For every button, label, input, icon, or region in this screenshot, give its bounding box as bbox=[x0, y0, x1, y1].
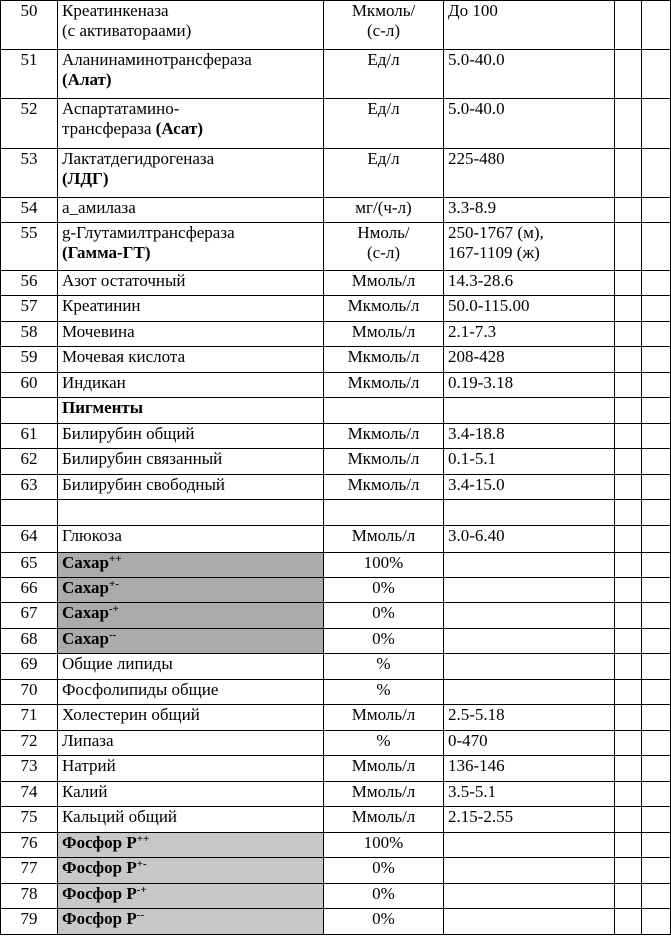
empty-cell bbox=[615, 198, 642, 223]
parameter-name: Аспартатамино- трансфераза (Асат) bbox=[58, 99, 324, 149]
parameter-name: Калий bbox=[58, 782, 324, 807]
table-row bbox=[1, 223, 671, 271]
parameter-name: Креатинин bbox=[58, 296, 324, 322]
empty-cell bbox=[615, 884, 642, 909]
parameter-name: Фосфор Р++ bbox=[58, 833, 324, 858]
row-number: 66 bbox=[1, 578, 58, 603]
empty-cell bbox=[642, 603, 671, 629]
row-number: 71 bbox=[1, 705, 58, 731]
empty-cell bbox=[642, 475, 671, 500]
row-number: 50 bbox=[1, 1, 58, 50]
table-row bbox=[1, 1, 671, 50]
empty-cell bbox=[642, 705, 671, 731]
empty-cell bbox=[615, 149, 642, 198]
parameter-name: Билирубин связанный bbox=[58, 449, 324, 475]
reference-range: 3.4-15.0 bbox=[444, 475, 615, 500]
empty-cell bbox=[615, 99, 642, 149]
empty-cell bbox=[615, 629, 642, 654]
reference-range: 50.0-115.00 bbox=[444, 296, 615, 322]
empty-cell bbox=[615, 322, 642, 347]
unit: % bbox=[324, 654, 444, 680]
table-row bbox=[1, 782, 671, 807]
empty-cell bbox=[642, 680, 671, 705]
empty-cell bbox=[444, 833, 615, 858]
table-row bbox=[1, 654, 671, 680]
empty-cell bbox=[642, 731, 671, 756]
empty-cell bbox=[444, 884, 615, 909]
empty-cell bbox=[615, 475, 642, 500]
empty-cell bbox=[615, 578, 642, 603]
empty-cell bbox=[615, 449, 642, 475]
empty-cell bbox=[444, 500, 615, 526]
empty-cell bbox=[642, 373, 671, 398]
empty-cell bbox=[615, 654, 642, 680]
empty-cell bbox=[615, 1, 642, 50]
unit: 0% bbox=[324, 629, 444, 654]
row-number: 53 bbox=[1, 149, 58, 198]
parameter-name: Фосфолипиды общие bbox=[58, 680, 324, 705]
reference-range: 5.0-40.0 bbox=[444, 50, 615, 99]
unit: 100% bbox=[324, 833, 444, 858]
empty-cell bbox=[615, 807, 642, 833]
table-row bbox=[1, 705, 671, 731]
row-number: 72 bbox=[1, 731, 58, 756]
parameter-name: Билирубин общий bbox=[58, 424, 324, 449]
empty-cell bbox=[642, 149, 671, 198]
parameter-name: Фосфор Р-- bbox=[58, 909, 324, 935]
parameter-name: Сахар++ bbox=[58, 553, 324, 578]
empty-cell bbox=[642, 858, 671, 884]
parameter-name: а_амилаза bbox=[58, 198, 324, 223]
unit: Мкмоль/ (с-л) bbox=[324, 1, 444, 50]
row-number: 77 bbox=[1, 858, 58, 884]
parameter-name: Липаза bbox=[58, 731, 324, 756]
row-number: 57 bbox=[1, 296, 58, 322]
empty-cell bbox=[615, 680, 642, 705]
unit: Ед/л bbox=[324, 99, 444, 149]
parameter-name: Кальций общий bbox=[58, 807, 324, 833]
empty-cell bbox=[642, 347, 671, 373]
parameter-name: Общие липиды bbox=[58, 654, 324, 680]
table-row bbox=[1, 756, 671, 782]
table-row bbox=[1, 99, 671, 149]
section-row-pigments bbox=[1, 398, 671, 424]
unit: % bbox=[324, 680, 444, 705]
parameter-name: Фосфор Р-+ bbox=[58, 884, 324, 909]
unit: мг/(ч-л) bbox=[324, 198, 444, 223]
row-number: 52 bbox=[1, 99, 58, 149]
empty-cell bbox=[1, 398, 58, 424]
reference-range: 3.5-5.1 bbox=[444, 782, 615, 807]
unit: Ммоль/л bbox=[324, 271, 444, 296]
table-row bbox=[1, 578, 671, 603]
table-row bbox=[1, 680, 671, 705]
table-row bbox=[1, 475, 671, 500]
empty-cell bbox=[642, 271, 671, 296]
table-row bbox=[1, 807, 671, 833]
table-row bbox=[1, 296, 671, 322]
empty-cell bbox=[642, 526, 671, 553]
empty-cell bbox=[615, 500, 642, 526]
unit: 100% bbox=[324, 553, 444, 578]
empty-cell bbox=[642, 99, 671, 149]
row-number: 63 bbox=[1, 475, 58, 500]
empty-cell bbox=[642, 654, 671, 680]
empty-cell bbox=[615, 909, 642, 935]
empty-cell bbox=[324, 500, 444, 526]
reference-range: 3.4-18.8 bbox=[444, 424, 615, 449]
unit: Ммоль/л bbox=[324, 756, 444, 782]
empty-cell bbox=[615, 756, 642, 782]
empty-cell bbox=[615, 223, 642, 271]
parameter-name: Натрий bbox=[58, 756, 324, 782]
parameter-name: Креатинкеназа (с активатораами) bbox=[58, 1, 324, 50]
table-row bbox=[1, 347, 671, 373]
reference-range: 3.3-8.9 bbox=[444, 198, 615, 223]
empty-cell bbox=[642, 1, 671, 50]
reference-range: 225-480 bbox=[444, 149, 615, 198]
table-row bbox=[1, 322, 671, 347]
unit: Ммоль/л bbox=[324, 322, 444, 347]
parameter-name: Лактатдегидрогеназа (ЛДГ) bbox=[58, 149, 324, 198]
unit: Мкмоль/л bbox=[324, 424, 444, 449]
reference-range: 0-470 bbox=[444, 731, 615, 756]
row-number: 54 bbox=[1, 198, 58, 223]
reference-range bbox=[444, 654, 615, 680]
parameter-name: Мочевая кислота bbox=[58, 347, 324, 373]
table-row bbox=[1, 629, 671, 654]
empty-cell bbox=[642, 629, 671, 654]
row-number: 68 bbox=[1, 629, 58, 654]
empty-cell bbox=[615, 347, 642, 373]
table-row bbox=[1, 449, 671, 475]
table-row bbox=[1, 373, 671, 398]
parameter-name: Сахар+- bbox=[58, 578, 324, 603]
empty-cell bbox=[615, 858, 642, 884]
parameter-name: Мочевина bbox=[58, 322, 324, 347]
table-row bbox=[1, 858, 671, 884]
unit: 0% bbox=[324, 884, 444, 909]
row-number: 78 bbox=[1, 884, 58, 909]
empty-cell bbox=[642, 782, 671, 807]
table-row bbox=[1, 271, 671, 296]
empty-cell bbox=[444, 909, 615, 935]
empty-cell bbox=[615, 705, 642, 731]
unit: 0% bbox=[324, 909, 444, 935]
empty-cell bbox=[615, 296, 642, 322]
row-number: 69 bbox=[1, 654, 58, 680]
unit: Ед/л bbox=[324, 50, 444, 99]
empty-cell bbox=[642, 296, 671, 322]
empty-cell bbox=[642, 322, 671, 347]
row-number: 61 bbox=[1, 424, 58, 449]
row-number: 74 bbox=[1, 782, 58, 807]
empty-cell bbox=[642, 449, 671, 475]
table-row bbox=[1, 884, 671, 909]
row-number: 70 bbox=[1, 680, 58, 705]
unit: Нмоль/ (с-л) bbox=[324, 223, 444, 271]
empty-cell bbox=[642, 756, 671, 782]
unit: Мкмоль/л bbox=[324, 373, 444, 398]
empty-cell bbox=[324, 398, 444, 424]
reference-range: 250-1767 (м), 167-1109 (ж) bbox=[444, 223, 615, 271]
empty-cell bbox=[615, 526, 642, 553]
row-number: 79 bbox=[1, 909, 58, 935]
empty-cell bbox=[642, 909, 671, 935]
empty-cell bbox=[642, 398, 671, 424]
table-row bbox=[1, 424, 671, 449]
empty-cell bbox=[444, 629, 615, 654]
parameter-name: Азот остаточный bbox=[58, 271, 324, 296]
empty-cell bbox=[642, 833, 671, 858]
parameter-name: Холестерин общий bbox=[58, 705, 324, 731]
reference-range: До 100 bbox=[444, 1, 615, 50]
empty-cell bbox=[615, 782, 642, 807]
empty-cell bbox=[444, 578, 615, 603]
parameter-name: Сахар-+ bbox=[58, 603, 324, 629]
reference-range: 208-428 bbox=[444, 347, 615, 373]
table-row bbox=[1, 50, 671, 99]
unit: % bbox=[324, 731, 444, 756]
unit: Ммоль/л bbox=[324, 782, 444, 807]
empty-cell bbox=[642, 553, 671, 578]
row-number: 65 bbox=[1, 553, 58, 578]
empty-cell bbox=[615, 731, 642, 756]
reference-range: 0.1-5.1 bbox=[444, 449, 615, 475]
unit: 0% bbox=[324, 578, 444, 603]
empty-cell bbox=[642, 884, 671, 909]
row-number: 60 bbox=[1, 373, 58, 398]
parameter-name: Аланинаминотрансфераза (Алат) bbox=[58, 50, 324, 99]
table-row bbox=[1, 833, 671, 858]
empty-cell bbox=[1, 500, 58, 526]
empty-cell bbox=[444, 603, 615, 629]
empty-cell bbox=[444, 553, 615, 578]
empty-cell bbox=[642, 500, 671, 526]
empty-cell bbox=[58, 500, 324, 526]
row-number: 59 bbox=[1, 347, 58, 373]
empty-cell bbox=[615, 373, 642, 398]
row-number: 55 bbox=[1, 223, 58, 271]
reference-range: 2.1-7.3 bbox=[444, 322, 615, 347]
reference-range: 2.15-2.55 bbox=[444, 807, 615, 833]
empty-cell bbox=[444, 398, 615, 424]
row-number: 67 bbox=[1, 603, 58, 629]
unit: Ммоль/л bbox=[324, 526, 444, 553]
parameter-name: Глюкоза bbox=[58, 526, 324, 553]
row-number: 51 bbox=[1, 50, 58, 99]
empty-cell bbox=[615, 603, 642, 629]
reference-range bbox=[444, 680, 615, 705]
table-row bbox=[1, 603, 671, 629]
empty-cell bbox=[615, 50, 642, 99]
empty-cell bbox=[642, 424, 671, 449]
table-row bbox=[1, 526, 671, 553]
unit: Мкмоль/л bbox=[324, 347, 444, 373]
parameter-name: g-Глутамилтрансфераза (Гамма-ГТ) bbox=[58, 223, 324, 271]
empty-cell bbox=[615, 398, 642, 424]
unit: Мкмоль/л bbox=[324, 296, 444, 322]
reference-range: 0.19-3.18 bbox=[444, 373, 615, 398]
table-row bbox=[1, 198, 671, 223]
unit: Мкмоль/л bbox=[324, 475, 444, 500]
unit: 0% bbox=[324, 858, 444, 884]
row-number: 62 bbox=[1, 449, 58, 475]
unit: Ммоль/л bbox=[324, 807, 444, 833]
empty-cell bbox=[615, 833, 642, 858]
row-number: 75 bbox=[1, 807, 58, 833]
reference-range: 3.0-6.40 bbox=[444, 526, 615, 553]
parameter-name: Индикан bbox=[58, 373, 324, 398]
empty-cell bbox=[642, 223, 671, 271]
empty-cell bbox=[642, 807, 671, 833]
table-row bbox=[1, 731, 671, 756]
row-number: 73 bbox=[1, 756, 58, 782]
row-number: 64 bbox=[1, 526, 58, 553]
empty-cell bbox=[642, 50, 671, 99]
table-row bbox=[1, 909, 671, 935]
row-number: 76 bbox=[1, 833, 58, 858]
row-number: 56 bbox=[1, 271, 58, 296]
empty-cell bbox=[615, 424, 642, 449]
reference-range: 14.3-28.6 bbox=[444, 271, 615, 296]
blank-row bbox=[1, 500, 671, 526]
unit: 0% bbox=[324, 603, 444, 629]
table-row bbox=[1, 553, 671, 578]
empty-cell bbox=[615, 271, 642, 296]
empty-cell bbox=[642, 578, 671, 603]
reference-range: 2.5-5.18 bbox=[444, 705, 615, 731]
row-number: 58 bbox=[1, 322, 58, 347]
parameter-name: Фосфор Р+- bbox=[58, 858, 324, 884]
empty-cell bbox=[642, 198, 671, 223]
unit: Ед/л bbox=[324, 149, 444, 198]
unit: Ммоль/л bbox=[324, 705, 444, 731]
table-row bbox=[1, 149, 671, 198]
parameter-name: Сахар-- bbox=[58, 629, 324, 654]
section-title: Пигменты bbox=[58, 398, 324, 424]
reference-range: 5.0-40.0 bbox=[444, 99, 615, 149]
empty-cell bbox=[444, 858, 615, 884]
empty-cell bbox=[615, 553, 642, 578]
reference-range: 136-146 bbox=[444, 756, 615, 782]
unit: Мкмоль/л bbox=[324, 449, 444, 475]
parameter-name: Билирубин свободный bbox=[58, 475, 324, 500]
